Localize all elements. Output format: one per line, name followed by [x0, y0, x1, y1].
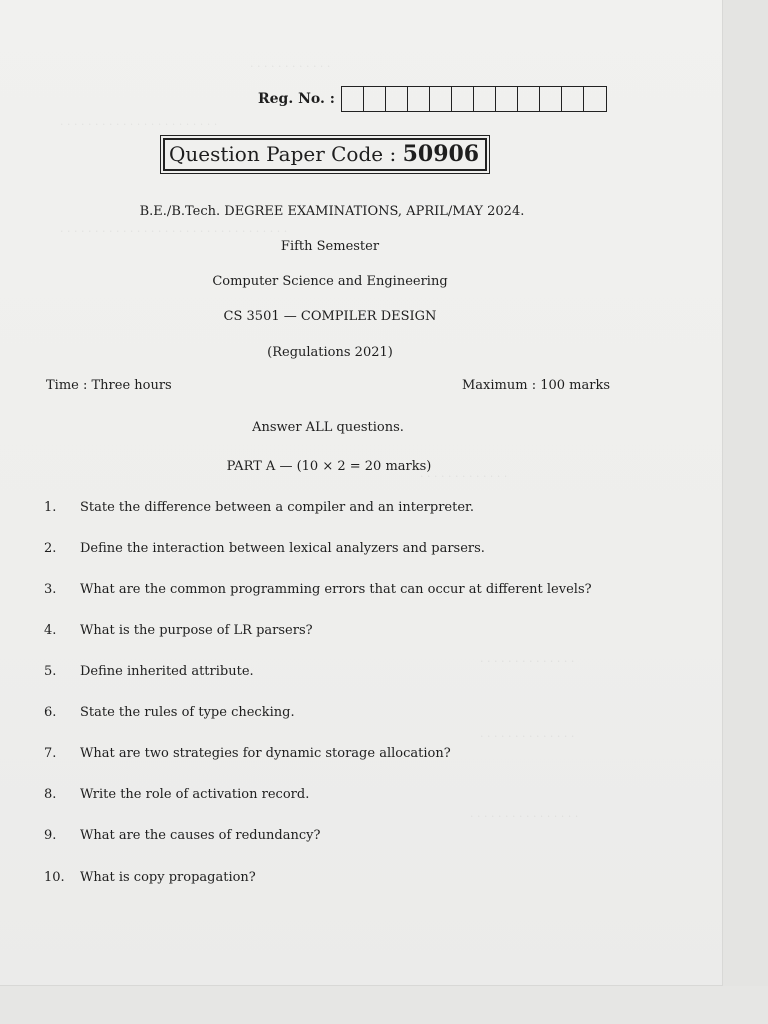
- question-item: [44, 541, 485, 556]
- question-paper-code-value: 50906: [402, 141, 480, 167]
- question-number: 6.: [44, 705, 57, 720]
- question-text: Define the interaction between lexical analyzers and parsers.: [80, 541, 485, 556]
- reg-number-box[interactable]: [496, 87, 518, 111]
- bleed-through-text: · · · · · · · · · · · · · ·: [480, 655, 575, 668]
- reg-number-box[interactable]: [342, 87, 364, 111]
- exam-title: B.E./B.Tech. DEGREE EXAMINATIONS, APRIL/MAY 2024.: [139, 204, 525, 219]
- scan-margin: [723, 0, 768, 1024]
- reg-number-box[interactable]: [364, 87, 386, 111]
- reg-number-box[interactable]: [408, 87, 430, 111]
- instruction: Answer ALL questions.: [252, 420, 404, 435]
- question-item: [44, 582, 592, 597]
- question-text: Write the role of activation record.: [80, 787, 310, 802]
- question-item: [44, 828, 320, 843]
- regulations: (Regulations 2021): [267, 345, 393, 360]
- question-number: 2.: [44, 541, 57, 556]
- reg-number-box[interactable]: [518, 87, 540, 111]
- question-text: What is the purpose of LR parsers?: [80, 623, 313, 638]
- reg-number-field: [258, 86, 607, 112]
- semester: Fifth Semester: [280, 239, 380, 254]
- part-a-heading: PART A — (10 × 2 = 20 marks): [226, 459, 432, 474]
- question-item: [44, 705, 295, 720]
- question-text: What are the causes of redundancy?: [80, 828, 321, 843]
- bleed-through-text: · · · · · · · · · · · · · ·: [480, 730, 575, 743]
- reg-number-box[interactable]: [452, 87, 474, 111]
- question-number: 10.: [44, 870, 65, 885]
- reg-number-box[interactable]: [386, 87, 408, 111]
- question-number: 5.: [44, 664, 57, 679]
- question-item: [44, 746, 451, 761]
- question-item: [44, 787, 309, 802]
- department: Computer Science and Engineering: [212, 274, 448, 289]
- reg-number-box[interactable]: [474, 87, 496, 111]
- question-text: What is copy propagation?: [80, 870, 256, 885]
- question-item: [44, 870, 256, 885]
- bleed-through-text: · · · · · · · · · · · · · · · · · · · · · · ·: [60, 118, 218, 131]
- question-number: 3.: [44, 582, 57, 597]
- question-text: Define inherited attribute.: [80, 664, 254, 679]
- course-title: CS 3501 — COMPILER DESIGN: [223, 309, 437, 324]
- question-number: 9.: [44, 828, 57, 843]
- question-item: [44, 664, 254, 679]
- question-item: [44, 623, 313, 638]
- reg-number-box[interactable]: [430, 87, 452, 111]
- question-paper-code-label: Question Paper Code :: [169, 142, 397, 166]
- bleed-through-text: · · · · · · · · · · · · ·: [420, 470, 508, 483]
- time-marks-row: [46, 378, 610, 393]
- reg-number-box[interactable]: [540, 87, 562, 111]
- question-number: 4.: [44, 623, 57, 638]
- question-text: State the difference between a compiler and an interpreter.: [80, 500, 474, 515]
- reg-number-boxes[interactable]: [341, 86, 607, 112]
- exam-duration: Time : Three hours: [46, 378, 172, 393]
- question-paper-code: [163, 138, 487, 171]
- question-number: 1.: [44, 500, 57, 515]
- question-number: 7.: [44, 746, 57, 761]
- bleed-through-text: · · · · · · · · · · · ·: [250, 60, 331, 73]
- question-text: State the rules of type checking.: [80, 705, 295, 720]
- question-text: What are the common programming errors that can occur at different levels?: [80, 582, 592, 597]
- question-number: 8.: [44, 787, 57, 802]
- reg-number-label: Reg. No. :: [258, 91, 335, 107]
- max-marks: Maximum : 100 marks: [461, 378, 610, 393]
- question-item: [44, 500, 474, 515]
- bleed-through-text: · · · · · · · · · · · · · · · · · · · · · · · · · · · · · · · · ·: [60, 225, 288, 238]
- reg-number-box[interactable]: [584, 87, 606, 111]
- bleed-through-text: · · · · · · · · · · · · · · · ·: [470, 810, 579, 823]
- scan-margin-bottom: [0, 986, 768, 1024]
- reg-number-box[interactable]: [562, 87, 584, 111]
- question-text: What are two strategies for dynamic storage allocation?: [80, 746, 451, 761]
